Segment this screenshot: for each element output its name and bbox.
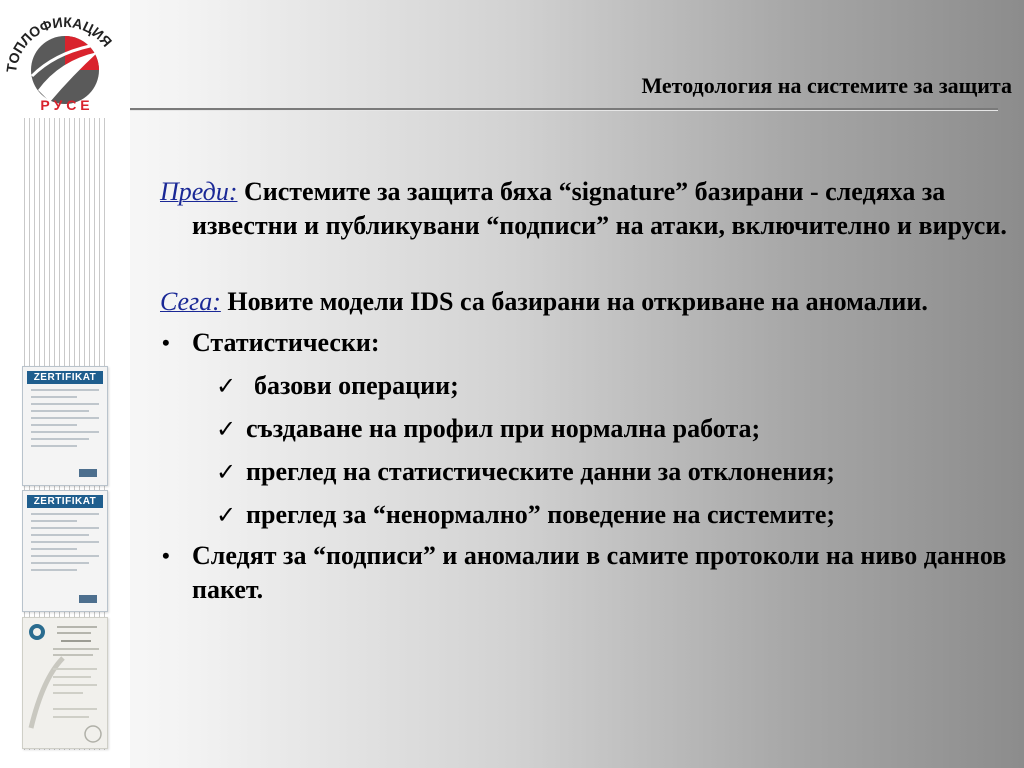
check-text: преглед на статистическите данни за отклонения; xyxy=(246,457,835,486)
check-text: базови операции; xyxy=(254,371,459,400)
paragraph-before xyxy=(160,175,1010,243)
certificate-title: ZERTIFIKAT xyxy=(27,495,103,508)
bullet-text: Следят за “подписи” и аномалии в самите протоколи на ниво даннов пакет. xyxy=(192,541,1007,604)
certificate-image xyxy=(22,366,108,486)
toplofikacia-ruse-logo xyxy=(2,6,128,116)
certificate-stamp-icon xyxy=(79,595,97,603)
certificate-stamp-icon xyxy=(79,469,97,477)
paragraph-now xyxy=(160,285,1010,319)
check-text: създаване на профил при нормална работа; xyxy=(246,414,761,443)
certificate-image xyxy=(22,490,108,612)
bullet-text: Статистически: xyxy=(192,328,380,357)
certificate-title: ZERTIFIKAT xyxy=(27,371,103,384)
checkmark-icon: ✓ xyxy=(216,415,237,443)
page-title: Методология на системите за защита xyxy=(641,73,1012,98)
before-text: Системите за защита бяха “signature” базирани - следяха за известни и публикувани “подписи” на атаки, включително и вируси. xyxy=(192,177,1007,240)
bullet-item xyxy=(160,539,1010,607)
checkmark-icon: ✓ xyxy=(216,501,237,529)
bullet-dot-icon: • xyxy=(162,330,170,355)
logo-company-text: ТОПЛОФИКАЦИЯ xyxy=(3,13,116,74)
bullet-dot-icon: • xyxy=(162,543,170,568)
checkmark-icon: ✓ xyxy=(216,458,237,486)
checkmark-icon: ✓ xyxy=(216,372,237,400)
check-item xyxy=(160,369,1010,403)
now-label: Сега: xyxy=(160,287,221,316)
now-text: Новите модели IDS са базирани на откриване на аномалии. xyxy=(220,287,928,316)
left-decoration-strip xyxy=(0,0,130,768)
check-item xyxy=(160,455,1010,489)
before-label: Преди: xyxy=(160,177,238,206)
check-item xyxy=(160,412,1010,446)
title-divider xyxy=(130,108,998,111)
bullet-item xyxy=(160,326,1010,360)
slide-content xyxy=(160,175,1010,607)
check-item xyxy=(160,498,1010,532)
accreditation-document-icon xyxy=(23,618,107,748)
accreditation-certificate-image xyxy=(22,617,108,749)
logo-city-text: Р У С Е xyxy=(40,97,90,113)
check-text: преглед за “ненормално” поведение на системите; xyxy=(246,500,836,529)
